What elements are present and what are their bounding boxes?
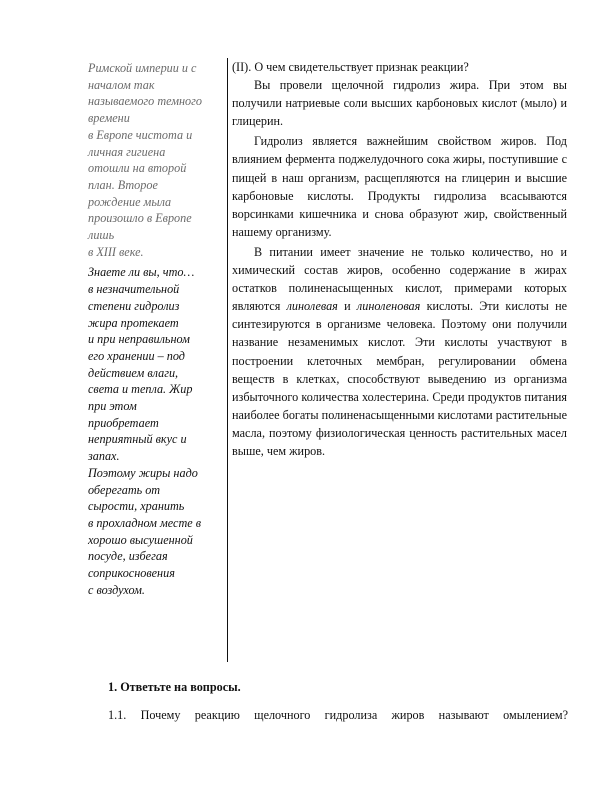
main-text — [232, 58, 567, 460]
sidebar-line: жира протекает — [88, 315, 179, 330]
sidebar-line: лишь — [88, 228, 115, 243]
sidebar-line: в незначительной — [88, 282, 180, 297]
question-1-1: 1.1. Почему реакцию щелочного гидролиза жиров называют омылением? — [108, 708, 568, 722]
paragraph-hydrolysis-experiment: Вы провели щелочной гидролиз жира. При этом вы получили натриевые соли высших карбоновых кислот (мыло) и глицерин. — [232, 78, 567, 129]
sidebar-line: сырости, хранить — [88, 499, 185, 514]
sidebar-line: степени гидролиз — [88, 298, 180, 313]
sidebar-line: Знаете ли вы, что… — [88, 265, 195, 280]
sidebar-line: посуде, избегая — [88, 549, 168, 564]
sidebar-did-you-know — [88, 264, 226, 598]
sidebar-line: началом так — [88, 77, 155, 92]
sidebar-line: при этом — [88, 399, 137, 414]
nutrition-text-a: В питании имеет значение не только количество, но и химический состав жиров, особенно содержание в жирах остатков полиненасыщенных кислот, примерами которых являются — [232, 244, 567, 314]
sidebar-line: в прохладном месте в — [88, 515, 201, 530]
sidebar-line: приобретает — [88, 415, 159, 430]
term-linolenic: линоленовая — [356, 299, 421, 314]
sidebar-note — [88, 60, 226, 599]
questions-heading: 1. Ответьте на вопросы. — [108, 680, 241, 694]
sidebar-line: и при неправильном — [88, 332, 190, 347]
paragraph-nutrition — [232, 243, 567, 460]
sidebar-line: называемого темного — [88, 94, 202, 109]
sidebar-line: действием влаги, — [88, 365, 179, 380]
sidebar-line: оберегать от — [88, 482, 161, 497]
sidebar-line: с воздухом. — [88, 582, 145, 597]
sidebar-line: в Европе чистота и — [88, 127, 193, 142]
sidebar-line: рождение мыла — [88, 194, 172, 209]
sidebar-line: Римской империи и с — [88, 61, 197, 75]
sidebar-line: запах. — [88, 449, 120, 464]
nutrition-text-b: кислоты. Эти кислоты не синтезируются в организме человека. Поэтому они получили название незаменимых кислот. Эти кислоты участвуют в построении клеточных мембран, регулировании обмена веществ в клетках, способствуют выведению из организма избыточного количества холестерина. Среди продуктов питания наиболее богаты полиненасыщенными кислотами растительные масла, поэтому физиологическая ценность растительных масел выше, чем жиров. — [232, 299, 567, 458]
sidebar-history-note — [88, 60, 226, 260]
question-heading: (II). О чем свидетельствует признак реакции? — [232, 60, 469, 74]
sidebar-line: план. Второе — [88, 177, 158, 192]
term-linoleic: линолевая — [286, 299, 338, 314]
sidebar-line: отошли на второй — [88, 161, 187, 176]
sidebar-line: Поэтому жиры надо — [88, 465, 198, 480]
sidebar-line: соприкосновения — [88, 566, 175, 581]
questions-section — [108, 678, 568, 724]
sidebar-line: неприятный вкус и — [88, 432, 187, 447]
sidebar-line: хорошо высушенной — [88, 532, 193, 547]
sidebar-line: в XIII веке. — [88, 244, 144, 259]
sidebar-line: произошло в Европе — [88, 211, 192, 226]
sidebar-line: личная гигиена — [88, 144, 166, 159]
nutrition-text-and: и — [337, 299, 357, 314]
paragraph-hydrolysis-property: Гидролиз является важнейшим свойством жиров. Под влиянием фермента поджелудочного сока жиры, поступившие с пищей в наш организм, расщепляются на глицерин и высшие карбоновые кислоты. Продукты гидролиза всасываются ворсинками кишечника и снова образуют жир, свойственный нашему организму. — [232, 134, 567, 239]
column-divider — [227, 58, 228, 662]
sidebar-line: времени — [88, 111, 130, 126]
sidebar-line: его хранении – под — [88, 348, 185, 363]
sidebar-line: света и тепла. Жир — [88, 382, 193, 397]
